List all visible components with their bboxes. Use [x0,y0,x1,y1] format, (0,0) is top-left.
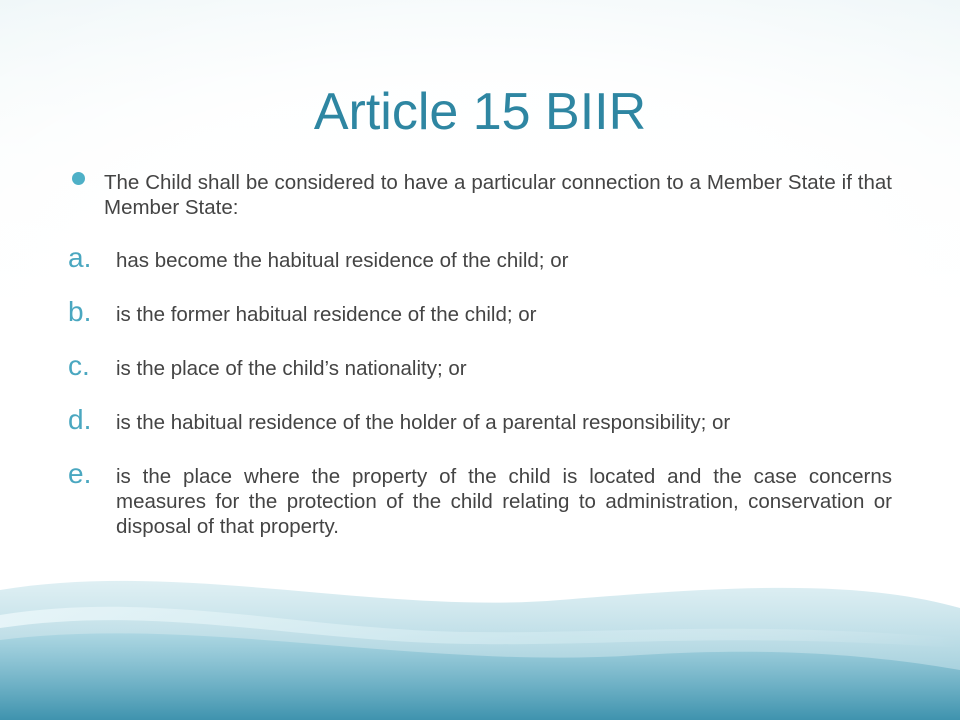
list-item [68,350,892,381]
wave-background [0,520,960,720]
list-item [68,296,892,327]
list-marker: b. [68,296,92,327]
intro-bullet [72,170,892,220]
bullet-dot-icon [72,172,85,185]
list-marker: a. [68,242,92,273]
slide-content [68,170,892,539]
list-item [68,242,892,273]
list-marker: c. [68,350,90,381]
list-item [68,404,892,435]
list-item [68,458,892,539]
list-item-text: is the place of the child’s nationality; or [116,357,467,380]
list-marker: d. [68,404,92,435]
list-item-text: is the habitual residence of the holder of a parental responsibility; or [116,411,731,434]
list-item-text: is the place where the property of the child is located and the case concerns measures for the protection of the child relating to administration, conservation or disposal of that property. [116,465,892,538]
slide-title: Article 15 BIIR [313,83,647,141]
intro-text: The Child shall be considered to have a particular connection to a Member State if that Member State: [104,171,892,219]
list-item-text: is the former habitual residence of the child; or [116,303,537,326]
list-marker: e. [68,458,92,489]
list-item-text: has become the habitual residence of the child; or [116,249,569,272]
